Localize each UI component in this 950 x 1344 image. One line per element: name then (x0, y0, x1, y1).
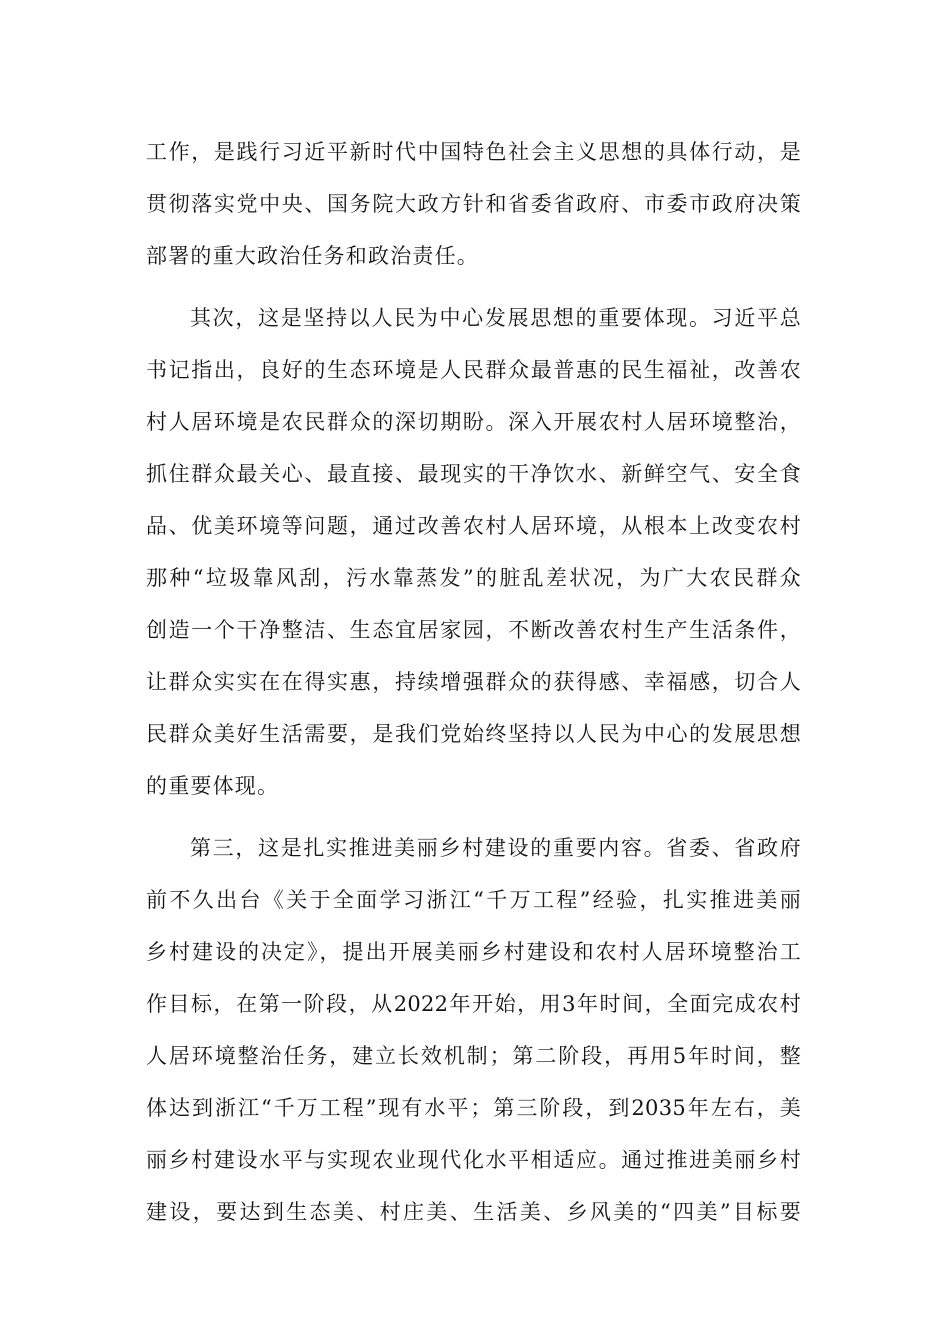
text-line: 作目标，在第一阶段，从2022年开始，用3年时间，全面完成农村 (146, 992, 801, 1016)
paragraph-2 (146, 292, 801, 812)
text-line: 建设，要达到生态美、村庄美、生活美、乡风美的“四美”目标要 (146, 1200, 801, 1224)
text-line: 品、优美环境等问题，通过改善农村人居环境，从根本上改变农村 (146, 514, 801, 538)
text-line: 前不久出台《关于全面学习浙江“千万工程”经验，扎实推进美丽 (146, 888, 801, 912)
paragraph-3 (146, 822, 801, 1238)
paragraph-1 (146, 126, 801, 282)
text-line: 部署的重大政治任务和政治责任。 (146, 244, 479, 268)
text-line: 的重要体现。 (146, 774, 280, 798)
text-line: 其次，这是坚持以人民为中心发展思想的重要体现。习近平总 (190, 306, 801, 330)
text-line: 让群众实实在在得实惠，持续增强群众的获得感、幸福感，切合人 (146, 670, 801, 694)
text-line: 人居环境整治任务，建立长效机制；第二阶段，再用5年时间，整 (146, 1044, 801, 1068)
text-line: 抓住群众最关心、最直接、最现实的干净饮水、新鲜空气、安全食 (146, 462, 801, 486)
text-line: 丽乡村建设水平与实现农业现代化水平相适应。通过推进美丽乡村 (146, 1148, 801, 1172)
text-line: 乡村建设的决定》，提出开展美丽乡村建设和农村人居环境整治工 (146, 940, 801, 964)
text-line: 体达到浙江“千万工程”现有水平；第三阶段，到2035年左右，美 (146, 1096, 801, 1120)
text-line: 书记指出，良好的生态环境是人民群众最普惠的民生福祉，改善农 (146, 358, 801, 382)
text-line: 民群众美好生活需要，是我们党始终坚持以人民为中心的发展思想 (146, 722, 801, 746)
text-line: 贯彻落实党中央、国务院大政方针和省委省政府、市委市政府决策 (146, 192, 801, 216)
text-line: 工作，是践行习近平新时代中国特色社会主义思想的具体行动，是 (146, 140, 801, 164)
text-line: 那种“垃圾靠风刮，污水靠蒸发”的脏乱差状况，为广大农民群众 (146, 566, 801, 590)
document-body (146, 126, 801, 1238)
text-line: 村人居环境是农民群众的深切期盼。深入开展农村人居环境整治， (146, 410, 801, 434)
text-line: 第三，这是扎实推进美丽乡村建设的重要内容。省委、省政府 (190, 836, 801, 860)
text-line: 创造一个干净整洁、生态宜居家园，不断改善农村生产生活条件， (146, 618, 801, 642)
